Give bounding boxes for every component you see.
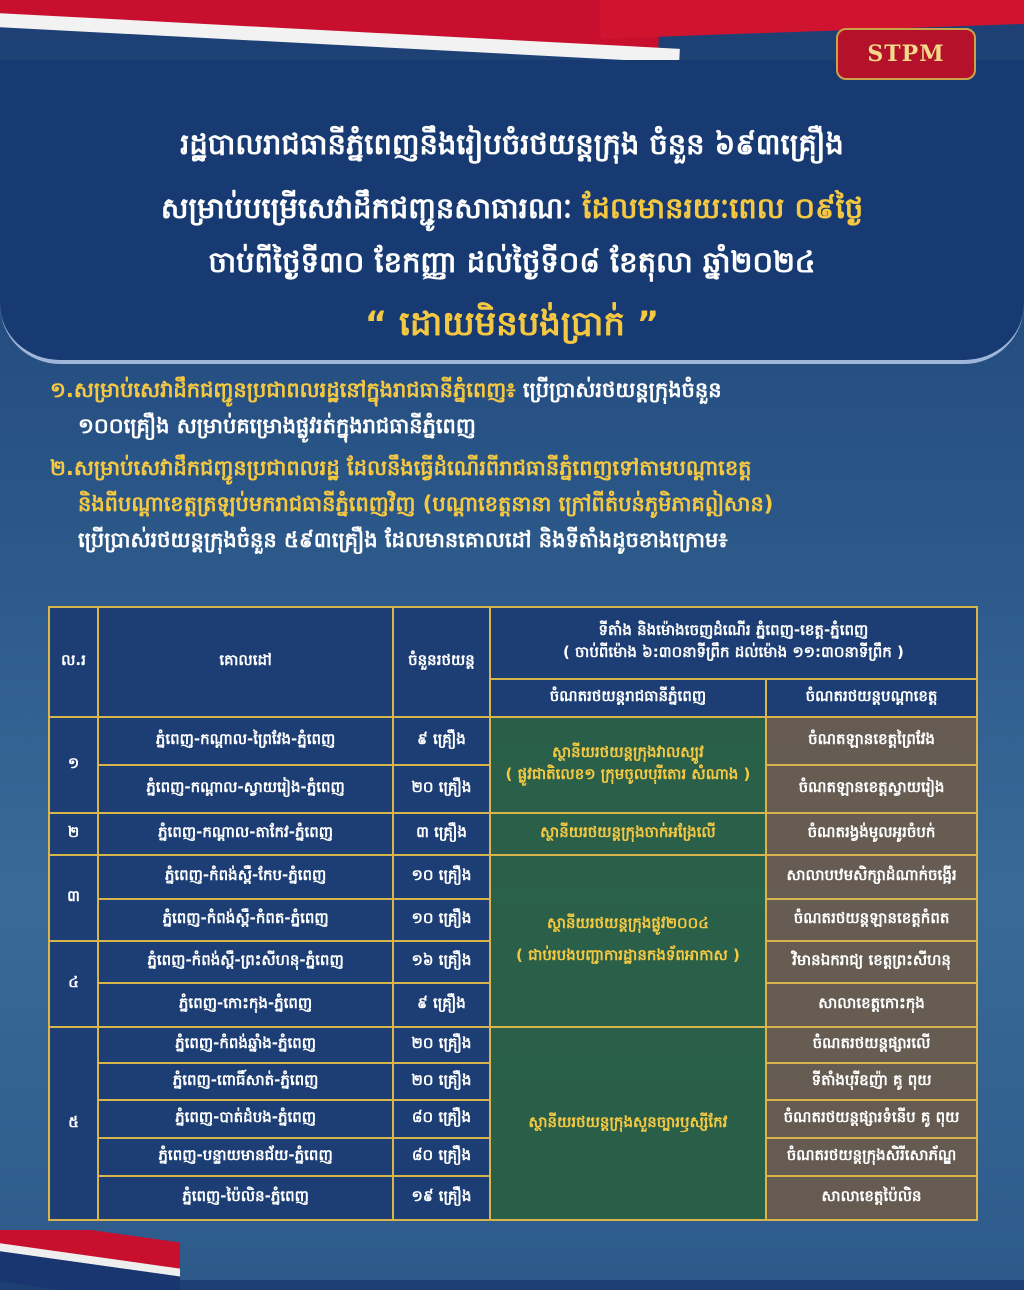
arrival-cell: ចំណតរថយន្តឡានខេត្តកំពត [766, 899, 977, 941]
header-arrival: ចំណតរថយន្តបណ្តាខេត្ត [766, 679, 977, 717]
route-cell: ភ្នំពេញ-កណ្តាល-ព្រៃវែង-ភ្នំពេញ [98, 717, 393, 765]
bullet-2-cont: និងពីបណ្តាខេត្តត្រឡប់មករាជធានីភ្នំពេញវិញ (បណ្តាខេត្តនានា ក្រៅពីតំបន់ភូមិភាគឦសាន) [78, 492, 774, 516]
group-no: ៤ [49, 941, 98, 1027]
route-cell: ភ្នំពេញ-កណ្តាល-ស្វាយរៀង-ភ្នំពេញ [98, 765, 393, 813]
count-cell: ៨០ គ្រឿង [393, 1100, 490, 1138]
departure-name: ស្ថានីយរថយន្តក្រុងផ្លូវ២០០៤ [546, 914, 709, 932]
bottom-flag-ribbon [0, 1230, 180, 1290]
arrival-cell: សាលាបឋមសិក្សាដំណាក់ចង្អើរ [766, 855, 977, 899]
route-cell: ភ្នំពេញ-កោះកុង-ភ្នំពេញ [98, 983, 393, 1027]
arrival-cell: ចំណតរថយន្តផ្សារលើ [766, 1027, 977, 1063]
bullet-list [50, 372, 990, 558]
count-cell: ៩ គ្រឿង [393, 983, 490, 1027]
table-row [49, 1027, 977, 1063]
departure-cell: ស្ថានីយរថយន្តក្រុងសួនច្បារឫស្សីកែវ [490, 1027, 766, 1220]
title-line-2b: ដែលមានរយៈពេល ០៩ថ្ងៃ [582, 191, 864, 225]
title-line-2 [0, 182, 1024, 234]
arrival-cell: ចំណតរង្វង់មូលអូរចំបក់ [766, 813, 977, 855]
route-cell: ភ្នំពេញ-កំពង់ស្ពឺ-ព្រះសីហនុ-ភ្នំពេញ [98, 941, 393, 983]
arrival-cell: វិមានឯករាជ្យ ខេត្តព្រះសីហនុ [766, 941, 977, 983]
route-cell: ភ្នំពេញ-កំពង់ស្ពឺ-កំពត-ភ្នំពេញ [98, 899, 393, 941]
stpm-logo: STPM [836, 28, 976, 80]
count-cell: ៨០ គ្រឿង [393, 1138, 490, 1176]
count-cell: ២០ គ្រឿង [393, 1027, 490, 1063]
bullet-2-text: ប្រើប្រាស់រថយន្តក្រុងចំនួន ៥៩៣គ្រឿង ដែលមានគោលដៅ និងទីតាំងដូចខាងក្រោម៖ [78, 528, 728, 552]
route-cell: ភ្នំពេញ-ពោធិ៍សាត់-ភ្នំពេញ [98, 1063, 393, 1100]
route-table [48, 606, 978, 1221]
header-location [490, 607, 977, 679]
group-no: ២ [49, 813, 98, 855]
title-free-of-charge: “ ដោយមិនបង់ប្រាក់ ” [364, 304, 660, 344]
count-cell: ២០ គ្រឿង [393, 1063, 490, 1100]
table-row [49, 855, 977, 899]
departure-detail: ( ជាប់របងបញ្ជាការដ្ឋានកងទ័ពអាកាស ) [516, 946, 740, 964]
count-cell: ១៩ គ្រឿង [393, 1176, 490, 1220]
route-cell: ភ្នំពេញ-បាត់ដំបង-ភ្នំពេញ [98, 1100, 393, 1138]
title-line-1: រដ្ឋបាលរាជធានីភ្នំពេញនឹងរៀបចំរថយន្តក្រុង ចំនួន ៦៩៣គ្រឿង [180, 127, 844, 161]
arrival-cell: សាលាខេត្តប៉ៃលិន [766, 1176, 977, 1220]
bullet-1-text: ប្រើប្រាស់រថយន្តក្រុងចំនួន [522, 378, 722, 402]
header-location-title: ទីតាំង និងម៉ោងចេញដំណើរ ភ្នំពេញ-ខេត្ត-ភ្នំពេញ [598, 621, 869, 639]
count-cell: ១៦ គ្រឿង [393, 941, 490, 983]
departure-cell [490, 717, 766, 813]
title-line-3: ចាប់ពីថ្ងៃទី៣០ ខែកញ្ញា ដល់ថ្ងៃទី០៨ ខែតុលា ឆ្នាំ២០២៤ [208, 245, 816, 279]
arrival-cell: ទីតាំងបុរីឧញ៉ា គូ ពុយ [766, 1063, 977, 1100]
arrival-cell: ចំណតរថយន្តផ្សារទំនើប គូ ពុយ [766, 1100, 977, 1138]
group-no: ៥ [49, 1027, 98, 1220]
count-cell: ១០ គ្រឿង [393, 899, 490, 941]
bullet-1-cont: ១០០គ្រឿង សម្រាប់គម្រោងផ្លូវរត់ក្នុងរាជធានីភ្នំពេញ [78, 414, 476, 438]
table-row [49, 813, 977, 855]
departure-detail: ( ផ្លូវជាតិលេខ១ ក្រុមចូលបុរីតោរ សំណាង ) [505, 765, 751, 783]
title-line-2a: សម្រាប់បម្រើសេវាដឹកជញ្ជូនសាធារណៈ [160, 191, 573, 225]
bullet-2-heading: ២.សម្រាប់សេវាដឹកជញ្ជូនប្រជាពលរដ្ឋ ដែលនឹងធ្វើដំណើរពីរាជធានីភ្នំពេញទៅតាមបណ្តាខេត្ត [50, 456, 752, 480]
bullet-1-heading: ១.សម្រាប់សេវាដឹកជញ្ជូនប្រជាពលរដ្ឋនៅក្នុងរាជធានីភ្នំពេញ៖ [50, 378, 516, 402]
arrival-cell: សាលាខេត្តកោះកុង [766, 983, 977, 1027]
route-cell: ភ្នំពេញ-ប៉ៃលិន-ភ្នំពេញ [98, 1176, 393, 1220]
header-location-time: ( ចាប់ពីម៉ោង ៦:៣០នាទីព្រឹក ដល់ម៉ោង ១១:៣០នាទីព្រឹក ) [562, 643, 904, 661]
arrival-cell: ចំណតឡានខេត្តស្វាយរៀង [766, 765, 977, 813]
bullet-1 [50, 372, 990, 408]
count-cell: ២០ គ្រឿង [393, 765, 490, 813]
route-cell: ភ្នំពេញ-កំពង់ឆ្នាំង-ភ្នំពេញ [98, 1027, 393, 1063]
departure-name: ស្ថានីយរថយន្តក្រុងវាលស្បូវ [552, 743, 704, 761]
header-route: គោលដៅ [98, 607, 393, 717]
count-cell: ១០ គ្រឿង [393, 855, 490, 899]
table-row [49, 717, 977, 765]
group-no: ១ [49, 717, 98, 813]
header-departure: ចំណតរថយន្តរាជធានីភ្នំពេញ [490, 679, 766, 717]
count-cell: ៩ គ្រឿង [393, 717, 490, 765]
route-cell: ភ្នំពេញ-កណ្តាល-តាកែវ-ភ្នំពេញ [98, 813, 393, 855]
group-no: ៣ [49, 855, 98, 941]
arrival-cell: ចំណតរថយន្តក្រុងសិរីសោភ័ណ្ឌ [766, 1138, 977, 1176]
arrival-cell: ចំណតឡានខេត្តព្រៃវែង [766, 717, 977, 765]
route-cell: ភ្នំពេញ-កំពង់ស្ពឺ-កែប-ភ្នំពេញ [98, 855, 393, 899]
departure-cell [490, 855, 766, 1027]
departure-cell: ស្ថានីយរថយន្តក្រុងចាក់អង្រែលើ [490, 813, 766, 855]
header-count: ចំនួនរថយន្ត [393, 607, 490, 717]
header-no: ល.រ [49, 607, 98, 717]
count-cell: ៣ គ្រឿង [393, 813, 490, 855]
route-cell: ភ្នំពេញ-បន្ទាយមានជ័យ-ភ្នំពេញ [98, 1138, 393, 1176]
